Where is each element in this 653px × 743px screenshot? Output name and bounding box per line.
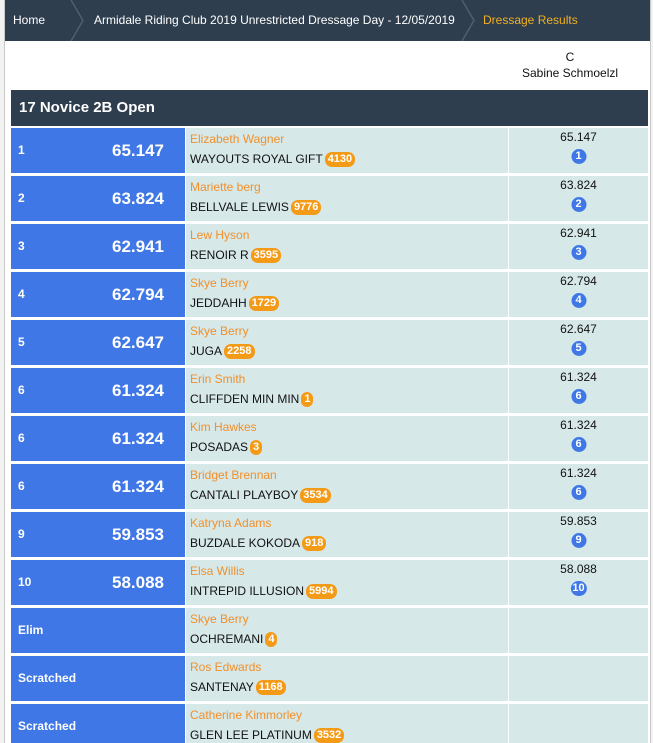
competitor-cell bbox=[186, 704, 508, 743]
score-cell: 58.088 bbox=[91, 560, 185, 605]
horse-id-badge: 2258 bbox=[224, 344, 254, 359]
horse-id-badge: 3595 bbox=[251, 248, 281, 263]
horse-name-text[interactable]: SANTENAY bbox=[190, 680, 254, 694]
table-row[interactable] bbox=[11, 224, 648, 269]
horse-name-text[interactable]: CANTALI PLAYBOY bbox=[190, 488, 299, 502]
judge-rank-badge: 9 bbox=[571, 533, 586, 548]
judge-rank-badge: 6 bbox=[571, 485, 586, 500]
judge-score-cell bbox=[509, 608, 648, 653]
horse-name-text[interactable]: JEDDAHH bbox=[190, 296, 247, 310]
horse-name-text[interactable]: WAYOUTS ROYAL GIFT bbox=[190, 152, 323, 166]
table-row[interactable] bbox=[11, 704, 648, 743]
breadcrumb-separator-icon bbox=[460, 0, 476, 41]
breadcrumb-separator-icon bbox=[69, 0, 85, 41]
judge-score-cell bbox=[509, 272, 648, 317]
judge-rank-badge: 10 bbox=[572, 582, 585, 594]
score-cell: 63.824 bbox=[91, 176, 185, 221]
judge-score: 65.147 bbox=[560, 130, 597, 144]
score-cell: 61.324 bbox=[91, 368, 185, 413]
judge-score-cell bbox=[509, 368, 648, 413]
judge-score-cell bbox=[509, 416, 648, 461]
horse-name bbox=[190, 438, 262, 456]
horse-id-badge: 3 bbox=[250, 440, 262, 455]
judge-score-cell bbox=[509, 560, 648, 605]
horse-name-text[interactable]: BUZDALE KOKODA bbox=[190, 536, 301, 550]
judge-score: 61.324 bbox=[560, 370, 597, 384]
place-cell: Scratched bbox=[11, 656, 91, 701]
horse-name bbox=[190, 390, 313, 408]
horse-id-badge: 5994 bbox=[306, 584, 336, 599]
horse-name bbox=[190, 342, 255, 360]
horse-name-text[interactable]: JUGA bbox=[190, 344, 223, 358]
breadcrumb-current: Dressage Results bbox=[483, 13, 578, 27]
judge-rank-badge: 4 bbox=[571, 293, 586, 308]
horse-name-text[interactable]: CLIFFDEN MIN MIN bbox=[190, 392, 300, 406]
judge-score: 63.824 bbox=[560, 178, 597, 192]
horse-id-badge: 1168 bbox=[256, 680, 286, 695]
horse-name bbox=[190, 246, 281, 264]
horse-id-badge: 1 bbox=[301, 392, 313, 407]
horse-name bbox=[190, 582, 337, 600]
class-title-bar bbox=[11, 90, 648, 126]
table-row[interactable] bbox=[11, 368, 648, 413]
place-cell: 4 bbox=[11, 272, 91, 317]
place-cell: 6 bbox=[11, 368, 91, 413]
competitor-cell bbox=[186, 272, 508, 317]
rider-name[interactable]: Skye Berry bbox=[190, 612, 249, 626]
judge-score-cell bbox=[509, 704, 648, 743]
score-cell: 62.794 bbox=[91, 272, 185, 317]
score-cell: 61.324 bbox=[91, 464, 185, 509]
horse-name-text[interactable]: POSADAS bbox=[190, 440, 249, 454]
score-cell: 61.324 bbox=[91, 416, 185, 461]
judge-score: 61.324 bbox=[560, 466, 597, 480]
table-row[interactable] bbox=[11, 176, 648, 221]
place-cell: 1 bbox=[11, 128, 91, 173]
horse-name-text[interactable]: BELLVALE LEWIS bbox=[190, 200, 289, 214]
rider-name[interactable]: Elsa Willis bbox=[190, 564, 245, 578]
judge-header bbox=[495, 49, 645, 81]
rider-name[interactable]: Bridget Brennan bbox=[190, 468, 277, 482]
breadcrumb bbox=[5, 0, 650, 41]
horse-name-text[interactable]: OCHREMANI bbox=[190, 632, 264, 646]
score-cell: 65.147 bbox=[91, 128, 185, 173]
score-cell bbox=[91, 656, 185, 701]
horse-name bbox=[190, 678, 286, 696]
score-cell: 59.853 bbox=[91, 512, 185, 557]
judge-rank-badge: 1 bbox=[571, 149, 586, 164]
horse-name bbox=[190, 294, 279, 312]
table-row[interactable] bbox=[11, 656, 648, 701]
rider-name[interactable]: Lew Hyson bbox=[190, 228, 250, 242]
horse-id-badge: 3534 bbox=[300, 488, 330, 503]
horse-name bbox=[190, 630, 277, 648]
competitor-cell bbox=[186, 464, 508, 509]
rider-name[interactable]: Skye Berry bbox=[190, 324, 249, 338]
rider-name[interactable]: Skye Berry bbox=[190, 276, 249, 290]
judge-score-cell bbox=[509, 656, 648, 701]
judge-rank-badge: 2 bbox=[571, 197, 586, 212]
competitor-cell bbox=[186, 320, 508, 365]
results-panel bbox=[4, 0, 651, 743]
judge-score: 62.941 bbox=[560, 226, 597, 240]
competitor-cell bbox=[186, 656, 508, 701]
rider-name[interactable]: Elizabeth Wagner bbox=[190, 132, 285, 146]
table-row[interactable] bbox=[11, 416, 648, 461]
horse-name-text[interactable]: RENOIR R bbox=[190, 248, 249, 262]
horse-name bbox=[190, 534, 326, 552]
rider-name[interactable]: Catherine Kimmorley bbox=[190, 708, 303, 722]
place-cell: 6 bbox=[11, 416, 91, 461]
judge-score: 61.324 bbox=[560, 418, 597, 432]
judge-position: C bbox=[565, 50, 575, 64]
place-cell: 6 bbox=[11, 464, 91, 509]
place-cell: 10 bbox=[11, 560, 91, 605]
place-cell: 5 bbox=[11, 320, 91, 365]
judge-score-cell bbox=[509, 512, 648, 557]
horse-name bbox=[190, 726, 344, 743]
place-cell: 3 bbox=[11, 224, 91, 269]
horse-id-badge: 9776 bbox=[291, 200, 321, 215]
judge-score: 62.647 bbox=[560, 322, 597, 336]
score-cell: 62.647 bbox=[91, 320, 185, 365]
place-cell: 2 bbox=[11, 176, 91, 221]
horse-id-badge: 4 bbox=[265, 632, 277, 647]
judge-score: 58.088 bbox=[560, 562, 597, 576]
breadcrumb-event[interactable]: Armidale Riding Club 2019 Unrestricted Dressage Day - 12/05/2019 bbox=[94, 13, 455, 27]
competitor-cell bbox=[186, 224, 508, 269]
horse-name bbox=[190, 486, 331, 504]
horse-name bbox=[190, 198, 321, 216]
table-row[interactable] bbox=[11, 128, 648, 173]
table-row[interactable] bbox=[11, 512, 648, 557]
rider-name[interactable]: Katryna Adams bbox=[190, 516, 272, 530]
table-row[interactable] bbox=[11, 320, 648, 365]
competitor-cell bbox=[186, 128, 508, 173]
table-row[interactable] bbox=[11, 560, 648, 605]
judge-score-cell bbox=[509, 464, 648, 509]
competitor-cell bbox=[186, 608, 508, 653]
horse-name-text[interactable]: INTREPID ILLUSION bbox=[190, 584, 305, 598]
table-row[interactable] bbox=[11, 608, 648, 653]
judge-rank-badge: 6 bbox=[571, 389, 586, 404]
rider-name[interactable]: Mariette berg bbox=[190, 180, 261, 194]
competitor-cell bbox=[186, 560, 508, 605]
judge-score: 62.794 bbox=[560, 274, 597, 288]
judge-score-cell bbox=[509, 320, 648, 365]
place-cell: 9 bbox=[11, 512, 91, 557]
rider-name[interactable]: Kim Hawkes bbox=[190, 420, 257, 434]
judge-score: 59.853 bbox=[560, 514, 597, 528]
place-cell: Elim bbox=[11, 608, 91, 653]
horse-id-badge: 4130 bbox=[325, 152, 355, 167]
judge-score-cell bbox=[509, 224, 648, 269]
judge-score-cell bbox=[509, 176, 648, 221]
score-cell bbox=[91, 608, 185, 653]
judge-rank-badge: 3 bbox=[571, 245, 586, 260]
judge-rank-badge: 5 bbox=[571, 341, 586, 356]
competitor-cell bbox=[186, 512, 508, 557]
judge-name: Sabine Schmoelzl bbox=[521, 66, 619, 80]
table-row[interactable] bbox=[11, 464, 648, 509]
table-row[interactable] bbox=[11, 272, 648, 317]
rider-name[interactable]: Ros Edwards bbox=[190, 660, 262, 674]
horse-id-badge: 3532 bbox=[314, 728, 344, 743]
class-title: 17 Novice 2B Open bbox=[19, 99, 155, 116]
place-cell: Scratched bbox=[11, 704, 91, 743]
horse-name bbox=[190, 150, 355, 168]
competitor-cell bbox=[186, 416, 508, 461]
score-cell bbox=[91, 704, 185, 743]
judge-rank-badge: 6 bbox=[571, 437, 586, 452]
rider-name[interactable]: Erin Smith bbox=[190, 372, 246, 386]
score-cell: 62.941 bbox=[91, 224, 185, 269]
judge-score-cell bbox=[509, 128, 648, 173]
competitor-cell bbox=[186, 176, 508, 221]
breadcrumb-home[interactable]: Home bbox=[13, 13, 46, 27]
horse-name-text[interactable]: GLEN LEE PLATINUM bbox=[190, 728, 312, 742]
competitor-cell bbox=[186, 368, 508, 413]
horse-id-badge: 1729 bbox=[249, 296, 279, 311]
horse-id-badge: 918 bbox=[302, 536, 326, 551]
